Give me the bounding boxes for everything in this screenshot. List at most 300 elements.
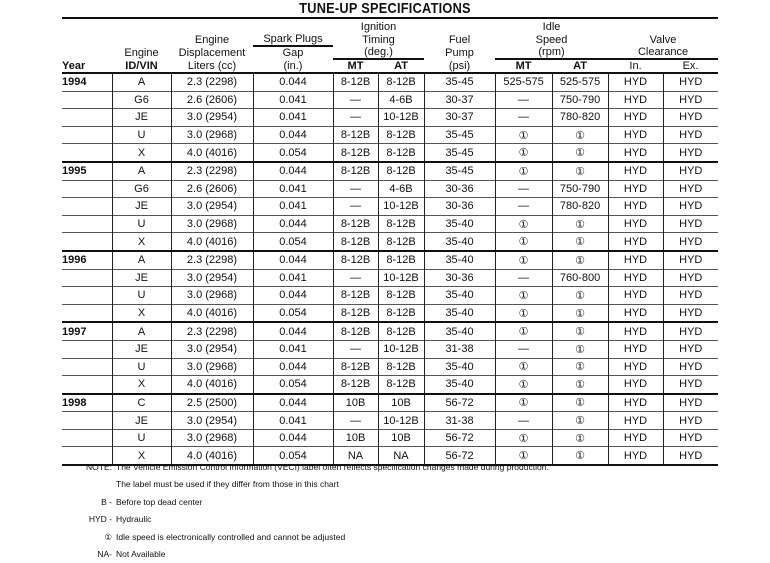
table-cell: 2.3 (2298) — [171, 162, 253, 180]
table-cell: HYD — [663, 251, 718, 269]
table-cell: 0.044 — [253, 162, 333, 180]
table-cell: 0.054 — [253, 144, 333, 162]
table-cell: JE — [112, 340, 171, 358]
table-cell: — — [495, 109, 552, 127]
table-cell: 35-40 — [424, 233, 495, 251]
table-cell — [62, 180, 112, 198]
table-cell: JE — [112, 109, 171, 127]
table-cell: 30-36 — [424, 269, 495, 287]
table-cell: 30-36 — [424, 180, 495, 198]
table-cell: 0.044 — [253, 251, 333, 269]
hdr-spark3: (in.) — [253, 59, 333, 73]
table-row — [62, 322, 718, 340]
table-cell: 35-40 — [424, 322, 495, 340]
table-cell: ① — [552, 376, 608, 394]
table-cell: 8-12B — [333, 144, 378, 162]
table-cell: 3.0 (2954) — [171, 340, 253, 358]
hdr-ign1: Ignition — [360, 21, 397, 33]
table-cell: X — [112, 233, 171, 251]
table-cell: HYD — [608, 233, 663, 251]
table-cell: 10B — [378, 429, 424, 447]
table-cell — [62, 358, 112, 376]
table-cell: HYD — [608, 358, 663, 376]
table-cell: ① — [495, 376, 552, 394]
hdr-ign3: (deg.) — [333, 46, 424, 59]
table-cell: NA — [333, 447, 378, 465]
hdr-fuel3: (psi) — [424, 59, 495, 73]
table-cell: A — [112, 322, 171, 340]
table-cell: 35-45 — [424, 73, 495, 91]
table-cell: 8-12B — [378, 162, 424, 180]
table-cell — [62, 109, 112, 127]
table-cell: 0.044 — [253, 73, 333, 91]
table-cell — [62, 215, 112, 233]
table-cell: 10-12B — [378, 412, 424, 430]
table-row — [62, 215, 718, 233]
table-row — [62, 126, 718, 144]
table-row — [62, 358, 718, 376]
table-cell: 0.041 — [253, 180, 333, 198]
table-cell: HYD — [608, 304, 663, 322]
table-cell — [62, 144, 112, 162]
table-cell: 2.5 (2500) — [171, 394, 253, 412]
table-cell: 10-12B — [378, 109, 424, 127]
note-line — [62, 529, 549, 546]
table-row — [62, 394, 718, 412]
table-cell: HYD — [663, 447, 718, 465]
note-key: B - — [101, 496, 112, 507]
table-cell: 3.0 (2968) — [171, 429, 253, 447]
table-cell: HYD — [608, 91, 663, 109]
table-cell: — — [333, 269, 378, 287]
table-cell: 2.3 (2298) — [171, 73, 253, 91]
table-cell: 8-12B — [333, 73, 378, 91]
table-cell: 8-12B — [333, 304, 378, 322]
table-cell: X — [112, 144, 171, 162]
table-cell: ① — [552, 215, 608, 233]
table-cell: 8-12B — [333, 376, 378, 394]
table-cell: 1995 — [62, 162, 112, 180]
table-cell: ① — [495, 233, 552, 251]
table-cell: 0.054 — [253, 304, 333, 322]
notes — [62, 459, 549, 563]
table-cell: 4.0 (4016) — [171, 447, 253, 465]
hdr-idle-at: AT — [552, 59, 608, 73]
table-cell: HYD — [663, 233, 718, 251]
table-cell: 3.0 (2968) — [171, 215, 253, 233]
hdr-spark2: Gap — [282, 47, 304, 59]
table-cell: HYD — [663, 162, 718, 180]
table-cell: 10B — [333, 429, 378, 447]
table-cell: 8-12B — [333, 162, 378, 180]
table-cell: 35-45 — [424, 126, 495, 144]
table-row — [62, 269, 718, 287]
table-row — [62, 287, 718, 305]
table-cell: 8-12B — [333, 251, 378, 269]
table-cell: HYD — [663, 215, 718, 233]
note-text: Before top dead center — [116, 496, 203, 507]
hdr-valve-in: In. — [608, 59, 663, 73]
table-cell: C — [112, 394, 171, 412]
table-cell: 31-38 — [424, 340, 495, 358]
table-cell: — — [333, 91, 378, 109]
table-cell: 8-12B — [333, 233, 378, 251]
table-cell: 8-12B — [378, 304, 424, 322]
table-row — [62, 251, 718, 269]
table-cell: 0.044 — [253, 429, 333, 447]
table-row — [62, 376, 718, 394]
table-cell: 3.0 (2954) — [171, 109, 253, 127]
table-cell — [62, 233, 112, 251]
note-key: HYD - — [88, 514, 112, 525]
table-cell: 8-12B — [378, 144, 424, 162]
table-cell: HYD — [608, 180, 663, 198]
table-cell: — — [333, 109, 378, 127]
table-cell: — — [495, 412, 552, 430]
table-cell: HYD — [608, 447, 663, 465]
table-cell: A — [112, 251, 171, 269]
hdr-valve1: Valve — [649, 34, 677, 46]
table-cell: 8-12B — [333, 358, 378, 376]
table-cell: ① — [552, 126, 608, 144]
table-cell — [62, 429, 112, 447]
hdr-year: Year — [62, 59, 112, 73]
table-cell: 0.044 — [253, 322, 333, 340]
table-cell: 0.041 — [253, 269, 333, 287]
table-cell: A — [112, 162, 171, 180]
table-cell: 525-575 — [552, 73, 608, 91]
table-cell: HYD — [608, 340, 663, 358]
table-cell: HYD — [663, 412, 718, 430]
hdr-idle1: Idle — [542, 21, 561, 33]
table-row — [62, 91, 718, 109]
table-cell: 0.041 — [253, 198, 333, 216]
table-cell: JE — [112, 412, 171, 430]
table-cell: 1994 — [62, 73, 112, 91]
table-cell: 31-38 — [424, 412, 495, 430]
table-cell: 3.0 (2954) — [171, 412, 253, 430]
table-cell: — — [495, 91, 552, 109]
table-cell: 30-37 — [424, 109, 495, 127]
table-cell: HYD — [608, 215, 663, 233]
table-cell: U — [112, 126, 171, 144]
table-cell: — — [495, 340, 552, 358]
table-cell: HYD — [663, 198, 718, 216]
table-cell: HYD — [608, 162, 663, 180]
table-cell: 35-40 — [424, 358, 495, 376]
table-cell: G6 — [112, 91, 171, 109]
table-cell: HYD — [663, 126, 718, 144]
hdr-idle3: (rpm) — [495, 46, 608, 59]
hdr-disp2: Displacement — [178, 47, 246, 59]
table-cell: ① — [495, 394, 552, 412]
table-cell: HYD — [663, 304, 718, 322]
table-cell: HYD — [663, 269, 718, 287]
table-cell: — — [333, 198, 378, 216]
table-cell: 30-36 — [424, 198, 495, 216]
table-cell: HYD — [608, 126, 663, 144]
table-cell — [62, 287, 112, 305]
table-cell: 0.054 — [253, 376, 333, 394]
table-cell: ① — [495, 126, 552, 144]
table-cell: 8-12B — [378, 215, 424, 233]
table-cell: ① — [552, 340, 608, 358]
table-cell: ① — [495, 429, 552, 447]
table-cell: ① — [495, 215, 552, 233]
table-cell: HYD — [608, 322, 663, 340]
table-row — [62, 340, 718, 358]
table-cell: 2.6 (2606) — [171, 91, 253, 109]
table-cell: 4.0 (4016) — [171, 304, 253, 322]
table-cell: HYD — [608, 412, 663, 430]
table-cell: 1998 — [62, 394, 112, 412]
table-cell: 4-6B — [378, 91, 424, 109]
table-cell: G6 — [112, 180, 171, 198]
hdr-disp1: Engine — [194, 34, 230, 46]
table-cell: 1997 — [62, 322, 112, 340]
table-cell: 0.044 — [253, 215, 333, 233]
table-cell: U — [112, 215, 171, 233]
table-cell: 3.0 (2954) — [171, 269, 253, 287]
table-row — [62, 412, 718, 430]
table-cell: — — [333, 412, 378, 430]
table-cell: 750-790 — [552, 91, 608, 109]
table-cell: HYD — [608, 73, 663, 91]
hdr-valve-ex: Ex. — [663, 59, 718, 73]
table-cell: 10-12B — [378, 269, 424, 287]
table-cell: HYD — [663, 144, 718, 162]
table-cell: 760-800 — [552, 269, 608, 287]
table-cell: U — [112, 429, 171, 447]
note-line — [62, 546, 549, 563]
table-cell: 8-12B — [378, 251, 424, 269]
table-cell: 4.0 (4016) — [171, 376, 253, 394]
table-cell: 8-12B — [333, 215, 378, 233]
table-cell: HYD — [608, 394, 663, 412]
table-cell: 4.0 (4016) — [171, 144, 253, 162]
table-cell: 10B — [378, 394, 424, 412]
table-cell: HYD — [663, 91, 718, 109]
table-cell: HYD — [608, 429, 663, 447]
table-row — [62, 180, 718, 198]
table-cell: — — [333, 340, 378, 358]
note-line — [62, 459, 549, 476]
table-cell: HYD — [663, 73, 718, 91]
table-cell: A — [112, 73, 171, 91]
table-cell: HYD — [608, 251, 663, 269]
hdr-engine1: Engine — [124, 47, 159, 59]
table-cell: 780-820 — [552, 198, 608, 216]
table-cell: 10-12B — [378, 340, 424, 358]
note-text: Hydraulic — [116, 514, 152, 525]
table-cell: ① — [552, 429, 608, 447]
table-cell: 8-12B — [378, 358, 424, 376]
table-cell: 3.0 (2968) — [171, 358, 253, 376]
table-cell: 8-12B — [378, 73, 424, 91]
table-cell: 8-12B — [333, 287, 378, 305]
table-cell: U — [112, 358, 171, 376]
table-cell: 8-12B — [378, 233, 424, 251]
hdr-ign-at: AT — [378, 59, 424, 73]
table-cell — [62, 376, 112, 394]
table-cell: 8-12B — [333, 126, 378, 144]
table-cell: 56-72 — [424, 429, 495, 447]
table-cell — [62, 412, 112, 430]
table-cell: 4-6B — [378, 180, 424, 198]
table-cell: 780-820 — [552, 109, 608, 127]
table-cell: HYD — [663, 358, 718, 376]
table-cell: 8-12B — [378, 322, 424, 340]
table-row — [62, 73, 718, 91]
table-cell: HYD — [663, 287, 718, 305]
table-cell: X — [112, 447, 171, 465]
table-cell: 35-40 — [424, 376, 495, 394]
table-cell: HYD — [608, 109, 663, 127]
note-key: NOTE: — [86, 462, 112, 472]
hdr-idle2: Speed — [535, 34, 568, 46]
table-cell: 8-12B — [378, 126, 424, 144]
table-cell: ① — [495, 287, 552, 305]
note-text: The Vehicle Emission Control Information (VECI) label often reflects specification changes made during production. — [116, 462, 549, 472]
table-cell: 3.0 (2968) — [171, 126, 253, 144]
table-cell: ① — [495, 322, 552, 340]
table-cell: 56-72 — [424, 447, 495, 465]
table-row — [62, 109, 718, 127]
table-cell: 35-45 — [424, 162, 495, 180]
table-cell: 10-12B — [378, 198, 424, 216]
table-cell: 0.054 — [253, 447, 333, 465]
table-cell: JE — [112, 269, 171, 287]
table-cell: 35-40 — [424, 215, 495, 233]
table-cell: 0.044 — [253, 287, 333, 305]
table-cell: HYD — [608, 287, 663, 305]
table-cell: — — [495, 269, 552, 287]
table-cell: 750-790 — [552, 180, 608, 198]
hdr-ign-mt: MT — [333, 59, 378, 73]
table-row — [62, 233, 718, 251]
table-cell: HYD — [608, 376, 663, 394]
table-cell: ① — [495, 358, 552, 376]
table-cell: 35-40 — [424, 287, 495, 305]
tune-up-table — [62, 17, 718, 466]
table-cell: 0.041 — [253, 91, 333, 109]
table-cell: 8-12B — [333, 322, 378, 340]
table-cell: 8-12B — [378, 376, 424, 394]
table-cell: HYD — [663, 180, 718, 198]
table-cell — [62, 198, 112, 216]
table-row — [62, 429, 718, 447]
table-cell: NA — [378, 447, 424, 465]
table-cell: 0.054 — [253, 233, 333, 251]
hdr-ign2: Timing — [362, 34, 395, 46]
table-cell: — — [333, 180, 378, 198]
table-cell: HYD — [663, 322, 718, 340]
table-cell: — — [495, 198, 552, 216]
table-cell: 2.3 (2298) — [171, 322, 253, 340]
table-row — [62, 162, 718, 180]
table-cell: 0.044 — [253, 394, 333, 412]
table-cell: ① — [552, 358, 608, 376]
note-key: ① — [104, 531, 112, 542]
table-cell: U — [112, 287, 171, 305]
table-cell: 2.3 (2298) — [171, 251, 253, 269]
table-cell: X — [112, 304, 171, 322]
table-row — [62, 198, 718, 216]
table-cell: X — [112, 376, 171, 394]
hdr-fuel1: Fuel — [448, 34, 471, 46]
table-cell: 35-40 — [424, 304, 495, 322]
hdr-disp3: Liters (cc) — [171, 59, 253, 73]
hdr-idle-mt: MT — [495, 59, 552, 73]
note-text: The label must be used if they differ from those in this chart — [116, 479, 339, 490]
table-cell: ① — [552, 394, 608, 412]
table-cell: ① — [552, 304, 608, 322]
table-cell: HYD — [608, 198, 663, 216]
table-cell: ① — [552, 412, 608, 430]
table-cell: ① — [552, 233, 608, 251]
table-cell: 8-12B — [378, 287, 424, 305]
table-cell: 0.044 — [253, 358, 333, 376]
note-line — [62, 494, 549, 511]
table-cell: 0.041 — [253, 412, 333, 430]
table-cell: ① — [552, 287, 608, 305]
table-cell — [62, 340, 112, 358]
table-cell — [62, 304, 112, 322]
table-cell — [62, 126, 112, 144]
note-text: Not Available — [116, 549, 166, 560]
table-cell: 4.0 (4016) — [171, 233, 253, 251]
table-cell: 10B — [333, 394, 378, 412]
table-cell: 0.044 — [253, 126, 333, 144]
table-cell: HYD — [608, 144, 663, 162]
table-cell: ① — [552, 447, 608, 465]
table-row — [62, 144, 718, 162]
table-cell: JE — [112, 198, 171, 216]
table-cell: ① — [552, 144, 608, 162]
note-line — [62, 511, 549, 528]
note-key — [62, 476, 116, 493]
note-line — [62, 476, 549, 493]
hdr-fuel2: Pump — [445, 47, 474, 59]
table-cell: ① — [495, 144, 552, 162]
table-cell: ① — [495, 304, 552, 322]
table-row — [62, 304, 718, 322]
hdr-spark1: Spark Plugs — [253, 33, 333, 46]
table-cell: HYD — [608, 269, 663, 287]
table-cell — [62, 269, 112, 287]
table-cell: ① — [552, 162, 608, 180]
table-cell: 0.041 — [253, 109, 333, 127]
table-cell: HYD — [663, 429, 718, 447]
table-cell: 3.0 (2954) — [171, 198, 253, 216]
table-cell: 35-40 — [424, 251, 495, 269]
table-cell: ① — [552, 251, 608, 269]
table-cell: 525-575 — [495, 73, 552, 91]
hdr-engine2: ID/VIN — [112, 59, 171, 73]
table-cell: HYD — [663, 109, 718, 127]
table-cell: ① — [552, 322, 608, 340]
table-cell: 56-72 — [424, 394, 495, 412]
table-cell: ① — [495, 251, 552, 269]
table-cell: ① — [495, 162, 552, 180]
note-text: Idle speed is electronically controlled and cannot be adjusted — [116, 531, 346, 542]
table-cell: 1996 — [62, 251, 112, 269]
table-cell: 3.0 (2968) — [171, 287, 253, 305]
table-cell: — — [495, 180, 552, 198]
table-cell: 0.041 — [253, 340, 333, 358]
table-cell: 35-45 — [424, 144, 495, 162]
table-cell: HYD — [663, 376, 718, 394]
